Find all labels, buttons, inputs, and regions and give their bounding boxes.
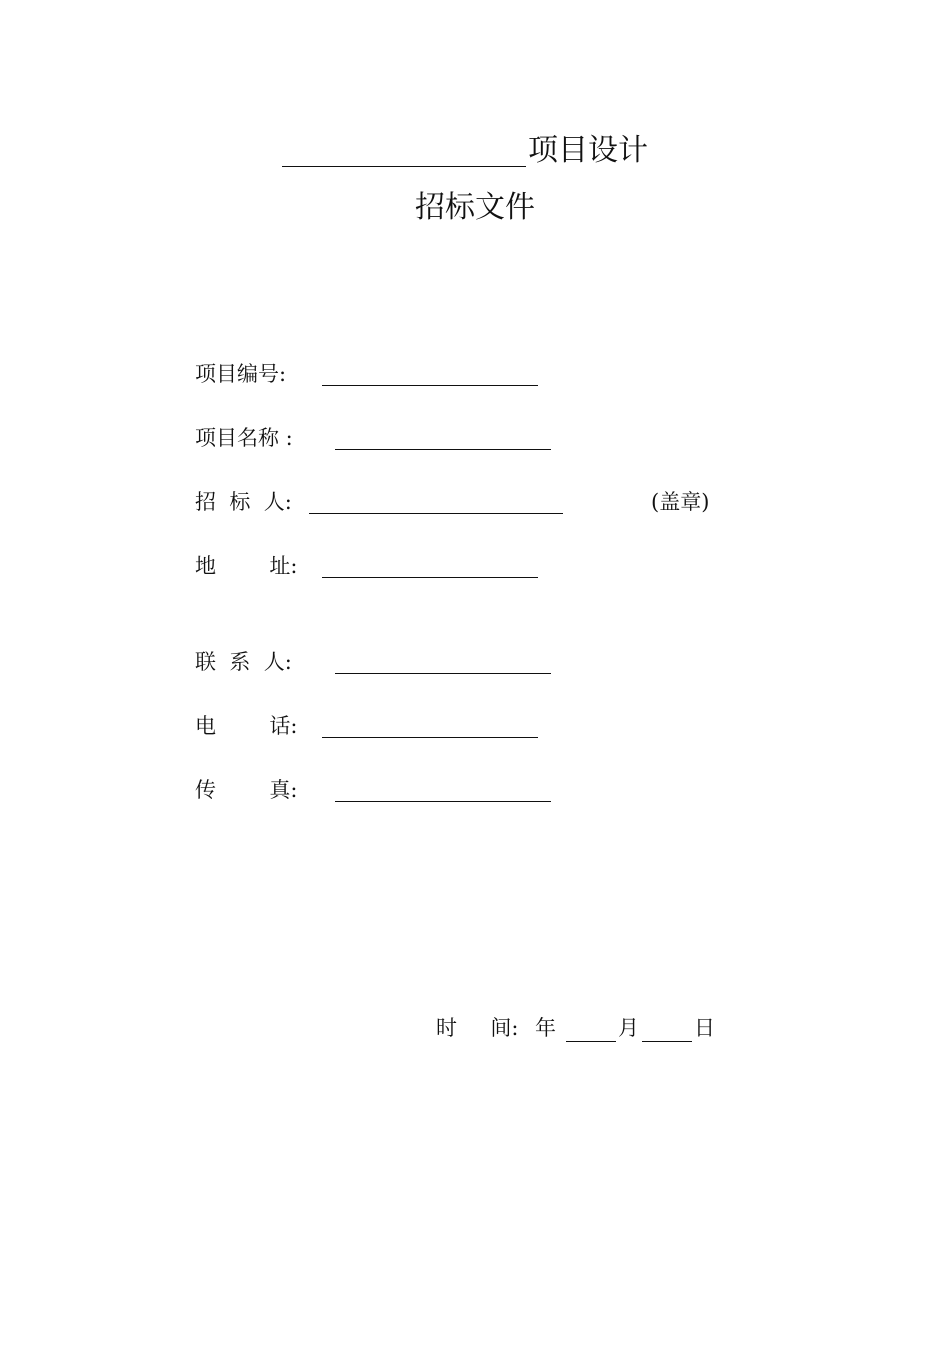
date-label: 时 间: <box>436 1016 519 1040</box>
project-name-blank-line <box>335 449 551 450</box>
tenderer-blank-line <box>309 513 563 514</box>
tenderer-label: 招 标 人: <box>195 490 292 514</box>
project-name-field <box>195 424 755 454</box>
address-field <box>195 552 755 582</box>
month-label: 月 <box>618 1016 639 1040</box>
date-row <box>436 1014 736 1046</box>
title-suffix: 项目设计 <box>528 133 648 168</box>
document-subtitle: 招标文件 <box>415 190 535 225</box>
phone-field <box>195 712 755 742</box>
project-number-blank-line <box>322 385 538 386</box>
fax-field <box>195 776 755 806</box>
project-name-blank-line <box>282 166 526 167</box>
month-blank-line <box>566 1041 616 1042</box>
project-number-field <box>195 360 755 390</box>
contact-blank-line <box>335 673 551 674</box>
day-blank-line <box>642 1041 692 1042</box>
year-label: 年 <box>535 1016 556 1040</box>
address-label: 地 址: <box>195 554 298 578</box>
contact-field <box>195 648 755 678</box>
contact-label: 联 系 人: <box>195 650 292 674</box>
fax-label: 传 真: <box>195 778 298 802</box>
fax-blank-line <box>335 801 551 802</box>
day-label: 日 <box>694 1016 715 1040</box>
document-title <box>282 130 662 174</box>
stamp-note: (盖章) <box>651 490 710 514</box>
tenderer-field <box>195 488 755 518</box>
project-name-label: 项目名称 : <box>195 426 293 450</box>
phone-label: 电 话: <box>195 714 298 738</box>
address-blank-line <box>322 577 538 578</box>
phone-blank-line <box>322 737 538 738</box>
project-number-label: 项目编号: <box>195 362 287 386</box>
